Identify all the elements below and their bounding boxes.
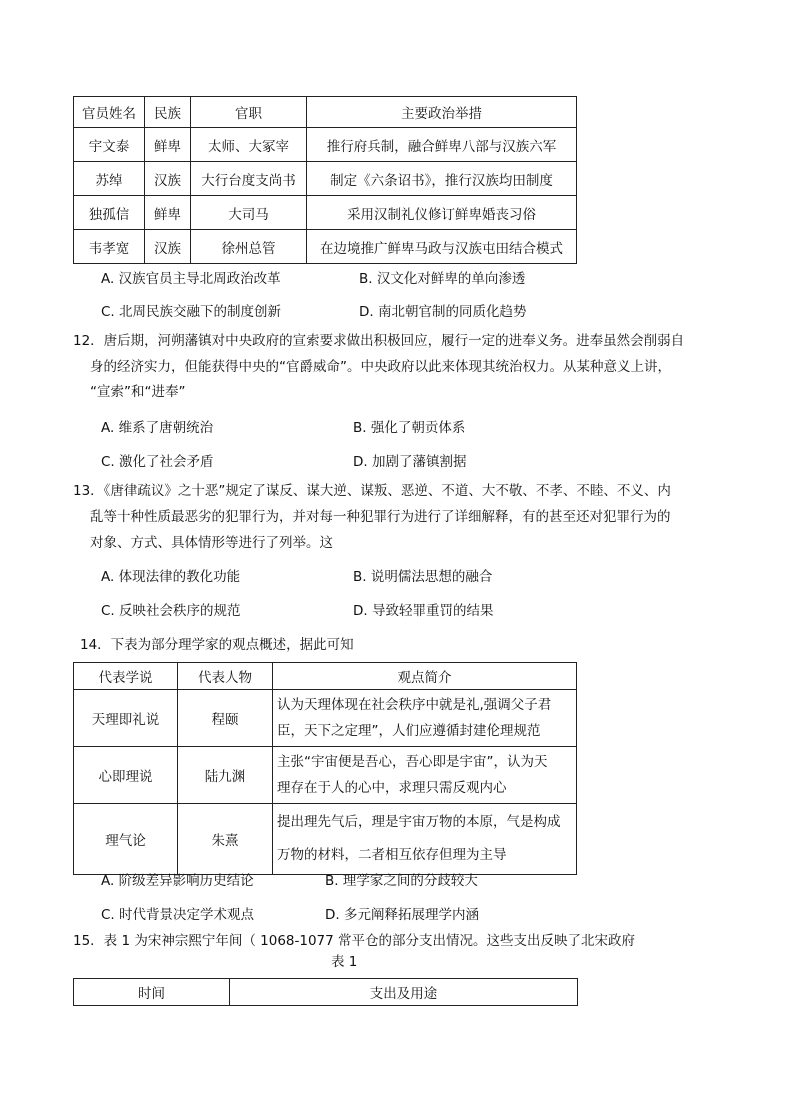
table-cell: 宇文泰 <box>74 128 145 162</box>
table-cell: 汉族 <box>145 162 191 196</box>
header-cell: 代表人物 <box>178 663 273 690</box>
table-cell <box>273 747 577 804</box>
table-cell <box>273 804 577 875</box>
table-cell: 程颐 <box>178 690 273 747</box>
table-cell: 大司马 <box>191 196 307 230</box>
table-cell: 在边境推广鲜卑马政与汉族屯田结合模式 <box>307 230 577 264</box>
header-cell: 观点简介 <box>273 663 577 690</box>
table-cell: 朱熹 <box>178 804 273 875</box>
option-b[interactable]: B. 说明儒法思想的融合 <box>353 569 493 585</box>
table-cell: 鲜卑 <box>145 196 191 230</box>
question-13-text: 乱等十种性质最恶劣的犯罪行为，并对每一种犯罪行为进行了详细解释，有的甚至还对犯罪行为的 <box>90 509 671 525</box>
option-b[interactable]: B. 理学家之间的分歧较大 <box>325 873 478 889</box>
table-cell: 大行台度支尚书 <box>191 162 307 196</box>
table-caption: 表 1 <box>331 954 358 970</box>
table-row <box>74 804 577 875</box>
question-13-text: 13．《唐律疏议》之十恶”规定了谋反、谋大逆、谋叛、恶逆、不道、大不敬、不孝、不睦、不义、内 <box>73 483 671 499</box>
option-c[interactable]: C. 北周民族交融下的制度创新 <box>101 304 282 320</box>
header-cell: 时间 <box>74 979 230 1006</box>
question-13-text: 对象、方式、具体情形等进行了列举。这 <box>90 535 333 551</box>
table-granary-expenses <box>73 978 578 1006</box>
table-row <box>74 747 577 804</box>
table-cell: 心即理说 <box>74 747 178 804</box>
question-15-text: 15．表 1 为宋神宗熙宁年间（ 1068-1077 常平仓的部分支出情况。这些支出反映了北宋政府 <box>73 933 636 949</box>
option-c[interactable]: C. 时代背景决定学术观点 <box>101 907 255 923</box>
question-14-text: 14．下表为部分理学家的观点概述，据此可知 <box>80 637 354 653</box>
option-d[interactable]: D. 南北朝官制的同质化趋势 <box>359 304 527 320</box>
table-cell: 天理即礼说 <box>74 690 178 747</box>
header-cell: 官员姓名 <box>74 97 145 128</box>
option-a[interactable]: A. 维系了唐朝统治 <box>101 420 214 436</box>
header-cell: 代表学说 <box>74 663 178 690</box>
question-12-text: 12．唐后期，河朔藩镇对中央政府的宣索要求做出积极回应，履行一定的进奉义务。进奉虽然会削弱自 <box>73 333 685 349</box>
option-c[interactable]: C. 激化了社会矛盾 <box>101 454 214 470</box>
table-cell: 苏绰 <box>74 162 145 196</box>
option-c[interactable]: C. 反映社会秩序的规范 <box>101 603 241 619</box>
table-cell <box>273 690 577 747</box>
table-row <box>74 128 577 162</box>
table-cell: 理气论 <box>74 804 178 875</box>
table-officials <box>73 96 577 264</box>
table-neo-confucian <box>73 662 577 875</box>
header-cell: 支出及用途 <box>230 979 578 1006</box>
option-b[interactable]: B. 汉文化对鲜卑的单向渗透 <box>359 271 526 287</box>
table-cell: 鲜卑 <box>145 128 191 162</box>
table-row <box>74 196 577 230</box>
table-row <box>74 690 577 747</box>
table-cell: 采用汉制礼仪修订鲜卑婚丧习俗 <box>307 196 577 230</box>
header-cell: 主要政治举措 <box>307 97 577 128</box>
option-d[interactable]: D. 导致轻罪重罚的结果 <box>353 603 494 619</box>
cell-line: 提出理先气后，理是宇宙万物的本原，气是构成 <box>277 814 561 830</box>
table-cell: 陆九渊 <box>178 747 273 804</box>
table-cell: 推行府兵制，融合鲜卑八部与汉族六军 <box>307 128 577 162</box>
option-d[interactable]: D. 加剧了藩镇割据 <box>353 454 467 470</box>
table-cell: 太师、大冢宰 <box>191 128 307 162</box>
table-header <box>74 979 578 1006</box>
header-cell: 民族 <box>145 97 191 128</box>
question-12-text: 身的经济实力，但能获得中央的“官爵威命”。中央政府以此来体现其统治权力。从某种意义上讲， <box>90 359 671 375</box>
cell-line: 主张“宇宙便是吾心，吾心即是宇宙”，认为天 <box>277 754 548 770</box>
table-cell: 汉族 <box>145 230 191 264</box>
option-d[interactable]: D. 多元阐释拓展理学内涵 <box>325 907 479 923</box>
table-cell: 韦孝宽 <box>74 230 145 264</box>
cell-line: 臣，天下之定理”，人们应遵循封建伦理规范 <box>277 723 541 739</box>
header-cell: 官职 <box>191 97 307 128</box>
table-row <box>74 162 577 196</box>
question-12-text: “宣索”和“进奉” <box>90 384 186 400</box>
option-a[interactable]: A. 汉族官员主导北周政治改革 <box>101 271 281 287</box>
table-cell: 独孤信 <box>74 196 145 230</box>
option-b[interactable]: B. 强化了朝贡体系 <box>353 420 466 436</box>
cell-line: 认为天理体现在社会秩序中就是礼,强调父子君 <box>277 697 552 713</box>
option-a[interactable]: A. 体现法律的教化功能 <box>101 569 241 585</box>
table-cell: 徐州总管 <box>191 230 307 264</box>
option-a[interactable]: A. 阶级差异影响历史结论 <box>101 873 254 889</box>
table-header <box>74 663 577 690</box>
cell-line: 理存在于人的心中，求理只需反观内心 <box>277 780 507 796</box>
table-row <box>74 230 577 264</box>
table-header <box>74 97 577 128</box>
cell-line: 万物的材料，二者相互依存但理为主导 <box>277 847 507 863</box>
table-cell: 制定《六条诏书》，推行汉族均田制度 <box>307 162 577 196</box>
